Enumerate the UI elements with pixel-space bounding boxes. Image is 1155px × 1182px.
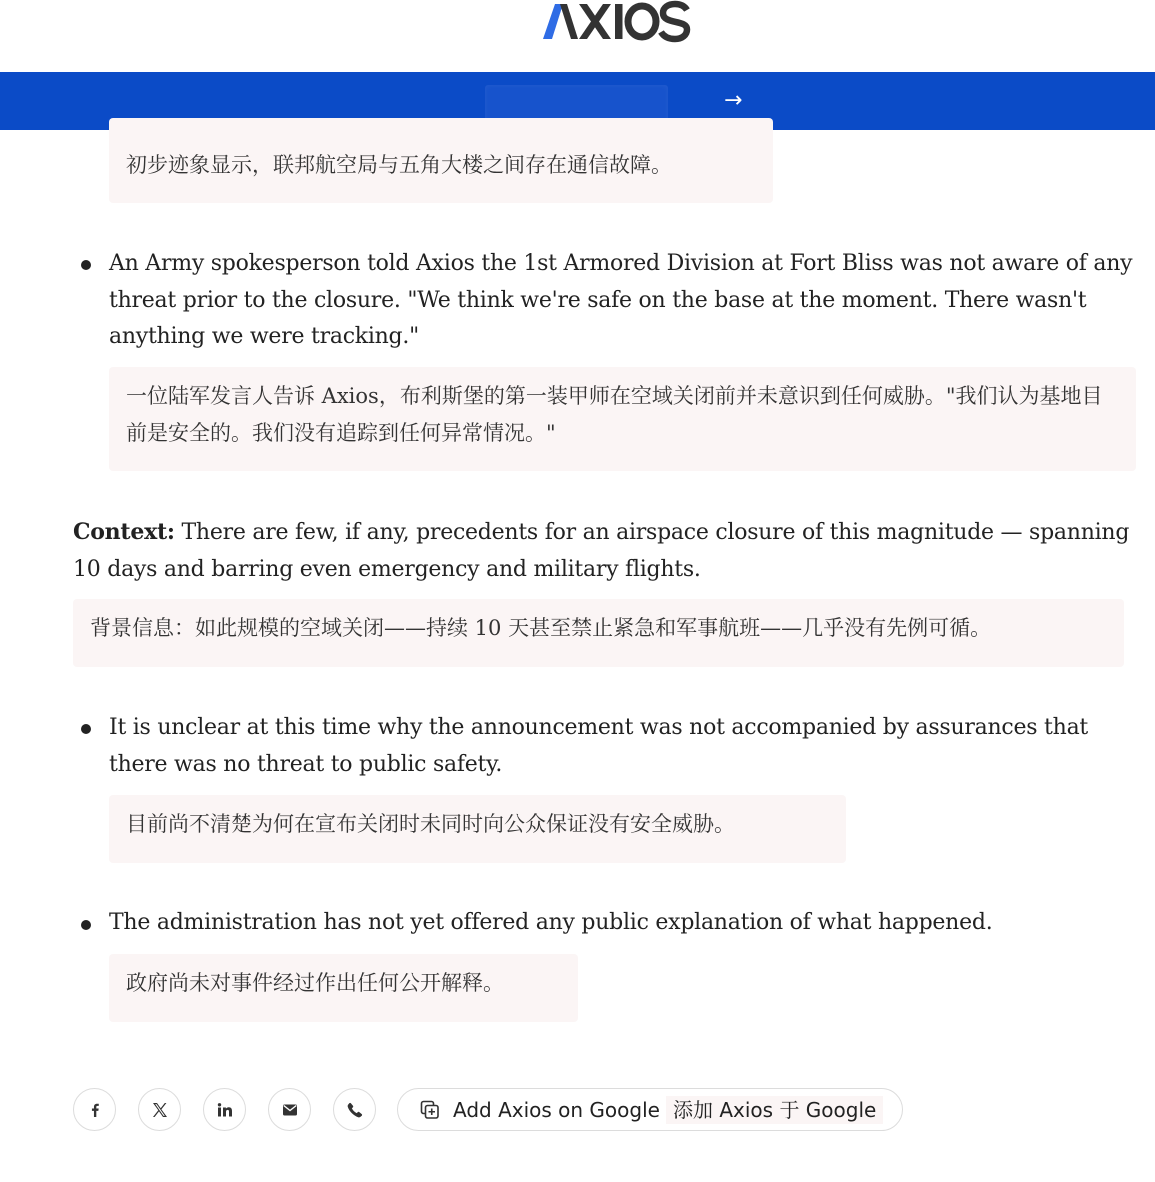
translation-text: 政府尚未对事件经过作出任何公开解释。: [126, 971, 504, 995]
translation-block: [109, 367, 1136, 471]
share-linkedin-button[interactable]: [203, 1088, 246, 1131]
share-x-button[interactable]: [138, 1088, 181, 1131]
context-text: There are few, if any, precedents for an airspace closure of this magnitude — spanning 10 days and barring even emergency and military flights.: [73, 520, 1130, 582]
translation-block: [73, 599, 1124, 667]
context-paragraph: [73, 514, 1143, 588]
share-phone-button[interactable]: [333, 1088, 376, 1131]
context-label: Context:: [73, 519, 175, 545]
phone-icon: [347, 1102, 362, 1117]
translation-text: 初步迹象显示，联邦航空局与五角大楼之间存在通信故障。: [126, 153, 672, 177]
facebook-icon: [90, 1103, 100, 1117]
translation-block: [109, 118, 773, 203]
translation-block: [109, 954, 578, 1022]
translation-text: 背景信息：如此规模的空域关闭——持续 10 天甚至禁止紧急和军事航班——几乎没有先例可循。: [90, 616, 992, 640]
bullet-paragraph: It is unclear at this time why the announcement was not accompanied by assurances that there was no threat to public safety.: [109, 715, 1089, 777]
top-header: [0, 0, 1155, 72]
share-email-button[interactable]: [268, 1088, 311, 1131]
translation-text: 目前尚不清楚为何在宣布关闭时未同时向公众保证没有安全威胁。: [126, 812, 735, 836]
linkedin-icon: [217, 1103, 232, 1117]
x-icon: [152, 1102, 168, 1118]
bullet-paragraph: The administration has not yet offered any public explanation of what happened.: [109, 910, 993, 935]
bullet-marker: [81, 724, 91, 734]
bullet-marker: [81, 920, 91, 930]
email-icon: [282, 1104, 297, 1116]
bullet-marker: [81, 260, 91, 270]
bullet-paragraph: An Army spokesperson told Axios the 1st Armored Division at Fort Bliss was not aware of any threat prior to the closure. "We think we're safe on the base at the moment. There wasn't anything we were tracking.": [109, 251, 1133, 349]
translation-text: 一位陆军发言人告诉 Axios，布利斯堡的第一装甲师在空域关闭前并未意识到任何威胁。"我们认为基地目前是安全的。我们没有追踪到任何异常情况。": [126, 384, 1103, 445]
arrow-right-icon[interactable]: →: [724, 88, 743, 113]
axios-logo[interactable]: [543, 0, 693, 44]
google-button-label-translation: 添加 Axios 于 Google: [666, 1096, 883, 1124]
share-facebook-button[interactable]: [73, 1088, 116, 1131]
google-button-label: Add Axios on Google: [453, 1098, 660, 1122]
translation-block: [109, 795, 846, 863]
add-source-icon: [420, 1100, 440, 1120]
